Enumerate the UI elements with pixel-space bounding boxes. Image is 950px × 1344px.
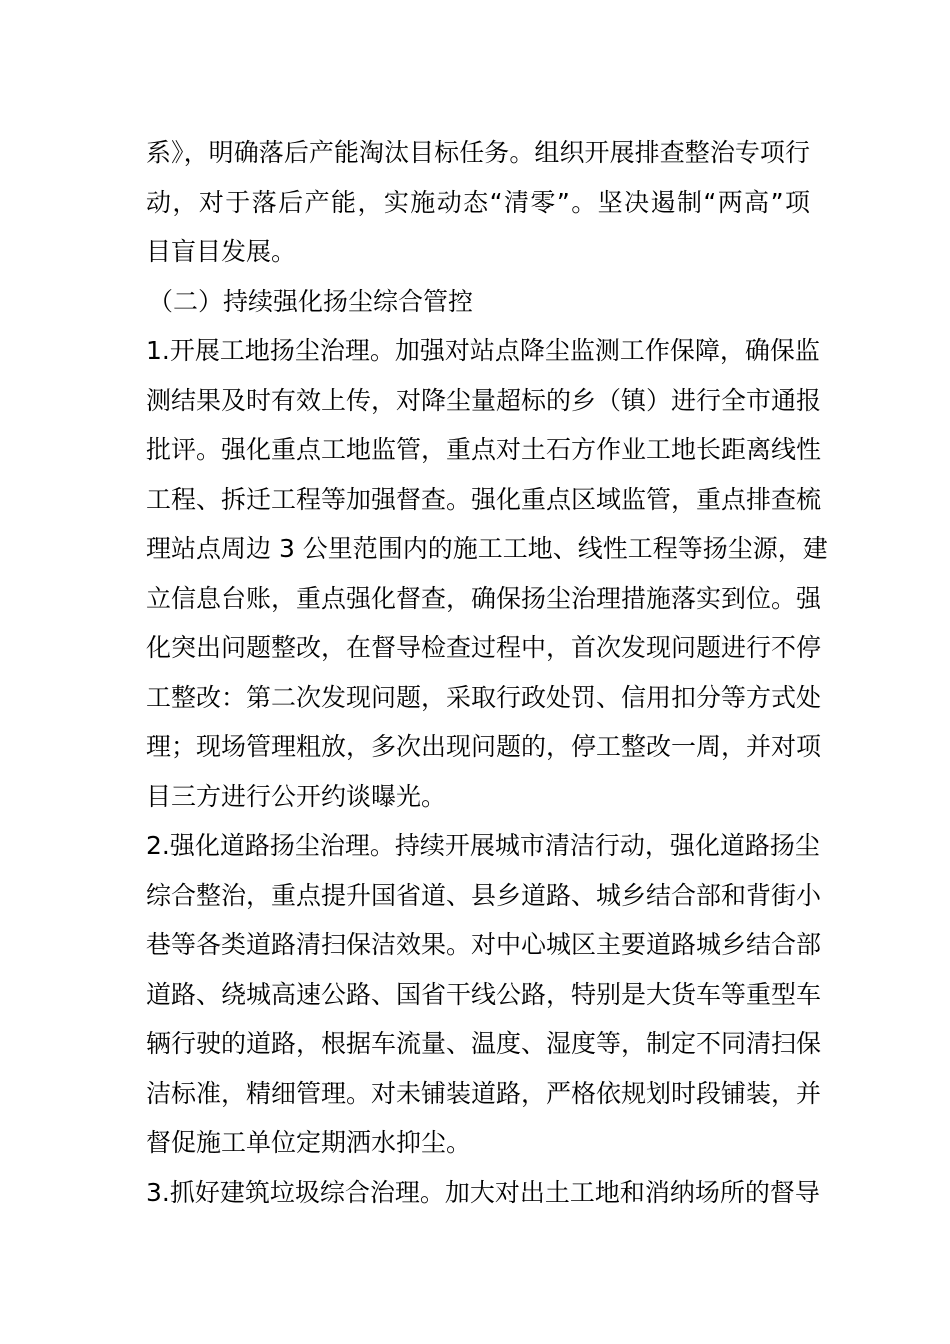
text-line: 洁标准，精细管理。对未铺装道路，严格依规划时段铺装，并 [146,1078,822,1108]
text-line: 动，对于落后产能，实施动态“清零”。坚决遏制“两高”项 [146,187,810,217]
text-line: 督促施工单位定期洒水抑尘。 [146,1128,472,1157]
text-line: 综合整治，重点提升国省道、县乡道路、城乡结合部和背街小 [146,880,822,910]
text-line: 工整改：第二次发现问题，采取行政处罚、信用扣分等方式处 [146,682,822,712]
text-line: 目盲目发展。 [146,237,297,266]
text-line: 3.抓好建筑垃圾综合治理。加大对出土工地和消纳场所的督导 [146,1177,820,1207]
text-line: 巷等各类道路清扫保洁效果。对中心城区主要道路城乡结合部 [146,930,822,959]
text-line: 目三方进行公开约谈曝光。 [146,781,447,811]
text-line: 2.强化道路扬尘治理。持续开展城市清洁行动，强化道路扬尘 [146,831,820,860]
text-line: 理；现场管理粗放，多次出现问题的，停工整改一周，并对项 [146,732,822,761]
text-line: 立信息台账，重点强化督查，确保扬尘治理措施落实到位。强 [146,583,822,613]
text-line: 理站点周边 3 公里范围内的施工工地、线性工程等扬尘源，建 [146,534,828,563]
text-line: 化突出问题整改，在督导检查过程中，首次发现问题进行不停 [146,633,822,662]
text-line: 辆行驶的道路，根据车流量、温度、湿度等，制定不同清扫保 [146,1029,822,1058]
text-line: 批评。强化重点工地监管，重点对土石方作业工地长距离线性 [146,435,822,464]
text-line: 系》，明确落后产能淘汰目标任务。组织开展排查整治专项行 [146,138,810,167]
document-body [146,128,828,1217]
text-line: 道路、绕城高速公路、国省干线公路，特别是大货车等重型车 [146,979,822,1009]
section-heading: （二）持续强化扬尘综合管控 [148,286,474,316]
text-line: 1.开展工地扬尘治理。加强对站点降尘监测工作保障，确保监 [146,336,820,365]
text-line: 工程、拆迁工程等加强督查。强化重点区域监管，重点排查梳 [146,484,822,514]
text-line: 测结果及时有效上传，对降尘量超标的乡（镇）进行全市通报 [146,385,822,415]
